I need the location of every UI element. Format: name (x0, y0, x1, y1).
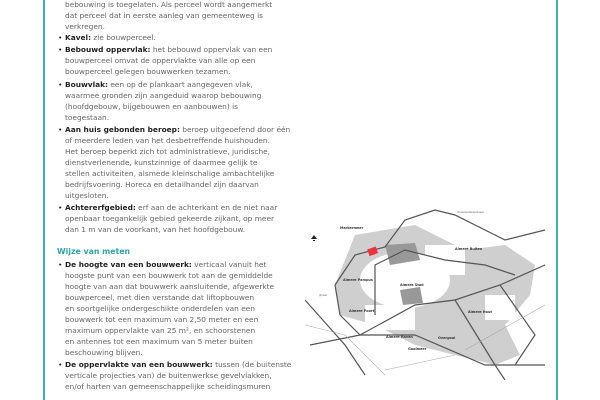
definition-text: en/of harten van gemeenschappelijke scheidingsmuren (65, 382, 271, 392)
definition-text: stellen activiteiten, alsmede kleinschalige ambachtelijke (65, 168, 275, 178)
definition-text: openbaar toegankelijk gebied gekeerde zijkant, op meer (65, 214, 275, 224)
definition-text: en soortgelijke ondergeschikte onderdelen van een (65, 304, 255, 314)
text-line: bebouwing is toegelaten. Als perceel wordt aangemerkt (65, 0, 273, 9)
definition-text: dienstverlenende, kunstzinnige of daarmee gelijk te (65, 157, 258, 167)
map-label-hout: Almere Hout (468, 310, 492, 314)
definition-text: beschouwing blijven. (65, 348, 143, 358)
bullet-icon: • (58, 360, 63, 370)
text-line (65, 179, 328, 190)
bullet-icon: • (58, 33, 63, 42)
definition-text: verticaal vanuit het (191, 260, 267, 270)
text-line (65, 124, 328, 135)
list-item (58, 44, 328, 77)
text-column (58, 0, 328, 394)
definition-text: erf aan de achterkant en de niet naar (135, 203, 278, 213)
bullet-icon: • (58, 79, 63, 89)
map-label-haven: Almere Haven (386, 335, 413, 339)
definition-text: waarmee gronden zijn aangeduid waarop bebouwing (65, 90, 262, 100)
text-line (65, 224, 328, 235)
term: Aan huis gebonden beroep: (65, 124, 180, 134)
map-label-overgooi: Overgooi (438, 336, 456, 340)
left-border-rule (43, 0, 45, 400)
definition-text: en antennes tot een maximum van 5 meter buiten (65, 337, 253, 347)
text-line (65, 292, 328, 303)
definition-text: het bebouwd oppervlak van een (150, 45, 273, 55)
text-line (65, 336, 328, 347)
text-line (65, 359, 328, 370)
definition-text: beroep uitgeoefend door één (179, 124, 291, 134)
text-line: verkregen. (65, 22, 105, 31)
text-line (65, 314, 328, 325)
text-line (65, 90, 328, 101)
intro-paragraph (58, 0, 328, 32)
text-line (65, 44, 328, 55)
definition-text: tussen (de buitenste (212, 360, 292, 370)
measures-list (58, 259, 328, 392)
definition-text: Het beroep beperkt zich tot administratieve, juridische, (65, 146, 271, 156)
list-item (58, 124, 328, 201)
definition-text: bouwperceel omvat de oppervlakte van alle op een (65, 56, 256, 66)
text-line (65, 190, 328, 201)
definition-text: hoogste punt van een bouwwerk tot aan de gemiddelde (65, 271, 273, 281)
map-label-oostvaarders: Oostvaardersplassen (457, 211, 485, 214)
definition-text: uitgesloten. (65, 190, 109, 200)
term: Bebouwd oppervlak: (65, 45, 151, 55)
text-line (65, 325, 328, 336)
definition-text: verticale projecties van) de buitenwerkse gevelvlakken, (65, 371, 272, 381)
list-item (58, 32, 328, 43)
bullet-icon: • (58, 45, 63, 55)
term: De hoogte van een bouwwerk: (65, 260, 192, 270)
definition-text: (hoofdgebouw, bijgebouwen en aanbouwen) is (65, 101, 238, 111)
definition-text: hoogte van aan dat bouwwerk aansluitende, afgewerkte (65, 282, 275, 292)
definition-text: bouwperceel gelegen bouwwerken tezamen. (65, 67, 231, 77)
text-line (65, 259, 328, 270)
text-line (65, 202, 328, 213)
text-line (65, 66, 328, 77)
definition-text: een op de plankaart aangegeven vlak, (108, 79, 253, 89)
text-line (65, 157, 328, 168)
north-arrow-icon (311, 235, 317, 241)
definition-text: toegestaan. (65, 112, 110, 122)
map-label-poort: Almere Poort (349, 309, 375, 313)
text-line (65, 32, 328, 43)
text-line (65, 303, 328, 314)
location-map (305, 205, 550, 380)
text-line (65, 146, 328, 157)
text-line (65, 101, 328, 112)
term: Bouwvlak: (65, 79, 109, 89)
definition-text: bouwwerk tot een maximum van 2,50 meter en een (65, 315, 259, 325)
text-line (65, 79, 328, 90)
text-line (65, 370, 328, 381)
list-item (58, 79, 328, 123)
section-heading: Wijze van meten (57, 247, 131, 257)
term: Kavel: (65, 33, 92, 42)
text-line (65, 381, 328, 392)
map-label-pampus: Almere Pampus (343, 278, 373, 282)
bullet-icon: • (58, 124, 63, 134)
definition-text: bedrijfsvoering. Horeca en detailhandel zijn daarvan (65, 179, 259, 189)
term: Achtererfgebied: (65, 203, 136, 213)
definitions-list (58, 32, 328, 235)
text-line (65, 270, 328, 281)
text-line (65, 135, 328, 146)
text-line (65, 347, 328, 358)
text-line (65, 112, 328, 123)
term: De oppervlakte van een bouwwerk: (65, 360, 213, 370)
definition-text: of meerdere leden van het desbetreffende huishouden. (65, 135, 270, 145)
text-line (65, 281, 328, 292)
map-label-buiten: Almere Buiten (455, 247, 483, 251)
text-line (65, 213, 328, 224)
text-line (65, 168, 328, 179)
map-label-stad: Almere Stad (400, 283, 424, 287)
definition-text: maximum oppervlakte van 25 m², en schoorstenen (65, 326, 256, 336)
map-label-markermeer: Markermeer (340, 226, 364, 230)
bullet-icon: • (58, 203, 63, 213)
list-item (58, 359, 328, 392)
bullet-icon: • (58, 260, 63, 270)
definition-text: bouwperceel, met dien verstande dat liftopbouwen (65, 293, 255, 303)
right-border-rule (556, 0, 558, 400)
list-item (58, 202, 328, 235)
map-label-ijmeer: IJmeer (319, 294, 328, 297)
list-item (58, 259, 328, 358)
text-line (65, 55, 328, 66)
map-label-gooimeer: Gooimeer (408, 347, 427, 351)
definition-text: dan 1 m van de voorkant, van het hoofdgebouw. (65, 225, 246, 235)
definition-text: zie bouwperceel. (91, 33, 156, 42)
text-line: dat perceel dat in eerste aanleg van gemeenteweg is (65, 11, 263, 20)
